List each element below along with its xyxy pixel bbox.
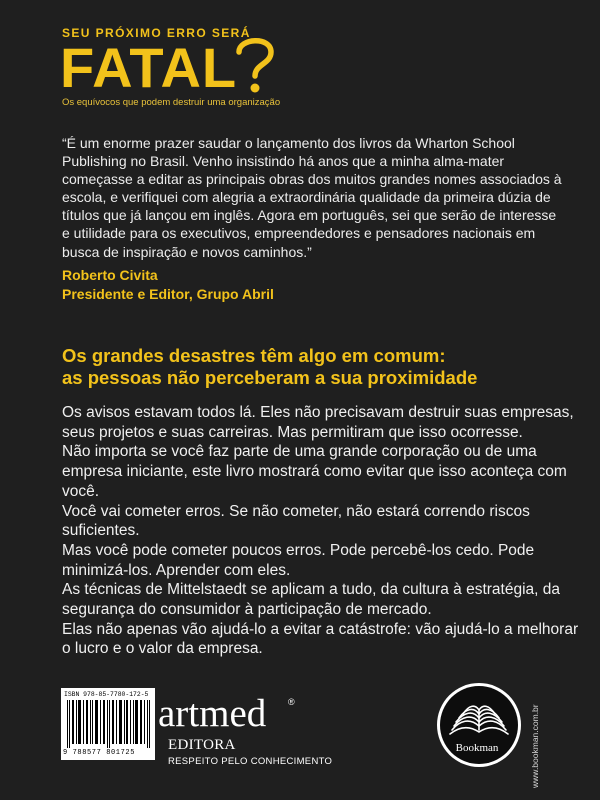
headline-line-1: Os grandes desastres têm algo em comum: [62, 345, 446, 366]
endorsement-author [62, 266, 274, 304]
book-title: FATAL [60, 36, 238, 99]
barcode [61, 688, 155, 760]
blurb-paragraph: Você vai cometer erros. Se não cometer, não estará correndo riscos suficientes. [62, 502, 530, 540]
book-subtitle: Os equívocos que podem destruir uma organização [62, 97, 281, 108]
author-name: Roberto Civita [62, 267, 158, 283]
publisher-imprint: EDITORA [168, 737, 236, 753]
bookman-website: www.bookman.com.br [530, 704, 540, 788]
barcode-number: 9 788577 801725 [63, 749, 136, 757]
publisher-slogan: RESPEITO PELO CONHECIMENTO [168, 756, 333, 767]
isbn-number: ISBN 978-85-7780-172-5 [64, 691, 149, 698]
barcode-bars [65, 700, 151, 748]
blurb-headline [62, 345, 562, 389]
blurb-paragraph: Não importa se você faz parte de uma grande corporação ou de uma empresa iniciante, este livro mostrará como evitar que isso aconteça com você. [62, 443, 567, 500]
blurb-paragraph: Elas não apenas vão ajudá-lo a evitar a catástrofe: vão ajudá-lo a melhorar o lucro e o valor da empresa. [62, 620, 579, 658]
question-mark-icon [233, 34, 277, 96]
headline-line-2: as pessoas não perceberam a sua proximidade [62, 367, 478, 388]
blurb-body [62, 403, 582, 659]
series-title: SEU PRÓXIMO ERRO SERÁ [62, 26, 251, 40]
bookman-logo-icon [436, 682, 522, 768]
endorsement-quote: “É um enorme prazer saudar o lançamento dos livros da Wharton School Publishing no Brasil. Venho insistindo há anos que a minha alma-mater começasse a editar as principais obras dos muitos grandes nomes associados à escola, e verifiquei com alegria a extraordinária qualidade da primeira dúzia de títulos que já lançou em inglês. Agora em português, sei que serão de interesse e utilidade para os executivos, empreendedores e pensadores nacionais em busca de inspiração e novos caminhos.” [62, 135, 562, 260]
bookman-logo-label: Bookman [455, 742, 499, 754]
registered-mark: ® [288, 697, 295, 707]
blurb-paragraph: Mas você pode cometer poucos erros. Pode percebê-los cedo. Pode minimizá-los. Aprender com eles. [62, 541, 535, 579]
blurb-paragraph: Os avisos estavam todos lá. Eles não precisavam destruir suas empresas, seus projetos e suas carreiras. Mas permitiram que isso ocorresse. [62, 404, 574, 441]
publisher-logo: artmed [158, 692, 267, 735]
author-title: Presidente e Editor, Grupo Abril [62, 286, 274, 302]
blurb-paragraph: As técnicas de Mittelstaedt se aplicam a tudo, da cultura à estratégia, da segurança do consumidor à participação de mercado. [62, 581, 560, 619]
